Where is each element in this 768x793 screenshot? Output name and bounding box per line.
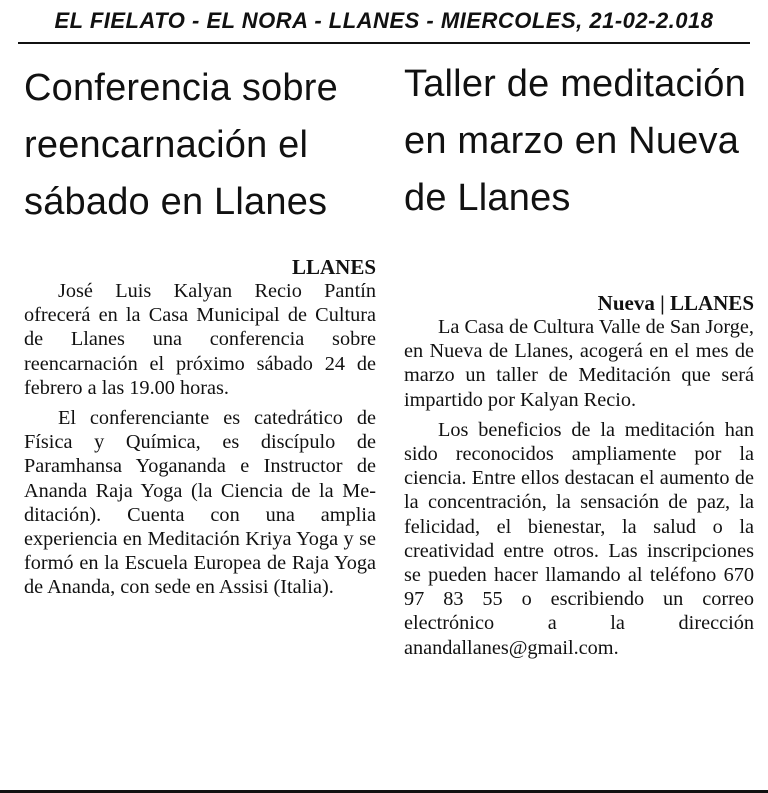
article-paragraph: La Casa de Cultura Valle de San Jorge, en Nueva de Llanes, acogerá en el mes de marzo un taller de Meditación que será impartido por Kalyan Recio. bbox=[404, 316, 754, 411]
headline-line: Taller de meditación bbox=[404, 63, 746, 105]
headline-line: sábado en Llanes bbox=[24, 181, 328, 223]
article-byline: Nueva | LLANES bbox=[597, 291, 754, 315]
masthead-rule bbox=[18, 42, 750, 44]
masthead bbox=[0, 4, 768, 48]
headline-line: en marzo en Nueva bbox=[404, 120, 740, 162]
article-paragraph: El conferenciante es catedrático de Física y Química, es discípulo de Paramhansa Yogananda e Instructor de Ananda Raja Yoga (la Ciencia de la Meditación). Cuenta con una amplia experiencia en Meditación Kriya Yoga y se formó en la Escuela Europea de Raja Yoga de Ananda, con sede en Assisi (Italia). bbox=[24, 407, 376, 599]
headline-line: de Llanes bbox=[404, 177, 571, 219]
article-headline bbox=[404, 56, 754, 227]
article-taller bbox=[404, 56, 754, 660]
article-byline: LLANES bbox=[291, 255, 376, 279]
article-headline bbox=[24, 60, 376, 231]
headline-line: Conferencia sobre bbox=[24, 67, 338, 109]
headline-line: reencarnación el bbox=[24, 124, 309, 166]
masthead-text: EL FIELATO - EL NORA - LLANES - MIERCOLES, 21-02-2.018 bbox=[54, 8, 714, 33]
article-paragraph: José Luis Kalyan Recio Pantín ofrecerá en la Casa Municipal de Cultura de Llanes una conferencia sobre reencarnación el próximo sábado 24 de febrero a las 19.00 horas. bbox=[24, 280, 376, 399]
article-conferencia bbox=[24, 56, 376, 600]
article-paragraph: Los beneficios de la meditación han sido reconocidos ampliamente por la ciencia. Entre ellos destacan el aumento de la concentración, la sensación de paz, la felicidad, el bienestar, la salud o la creatividad entre otros. Las inscripciones se pueden hacer llamando al teléfono 670 97 83 55 o escribiendo un correo electrónico a la dirección anandallanes@gmail.com. bbox=[404, 418, 754, 659]
